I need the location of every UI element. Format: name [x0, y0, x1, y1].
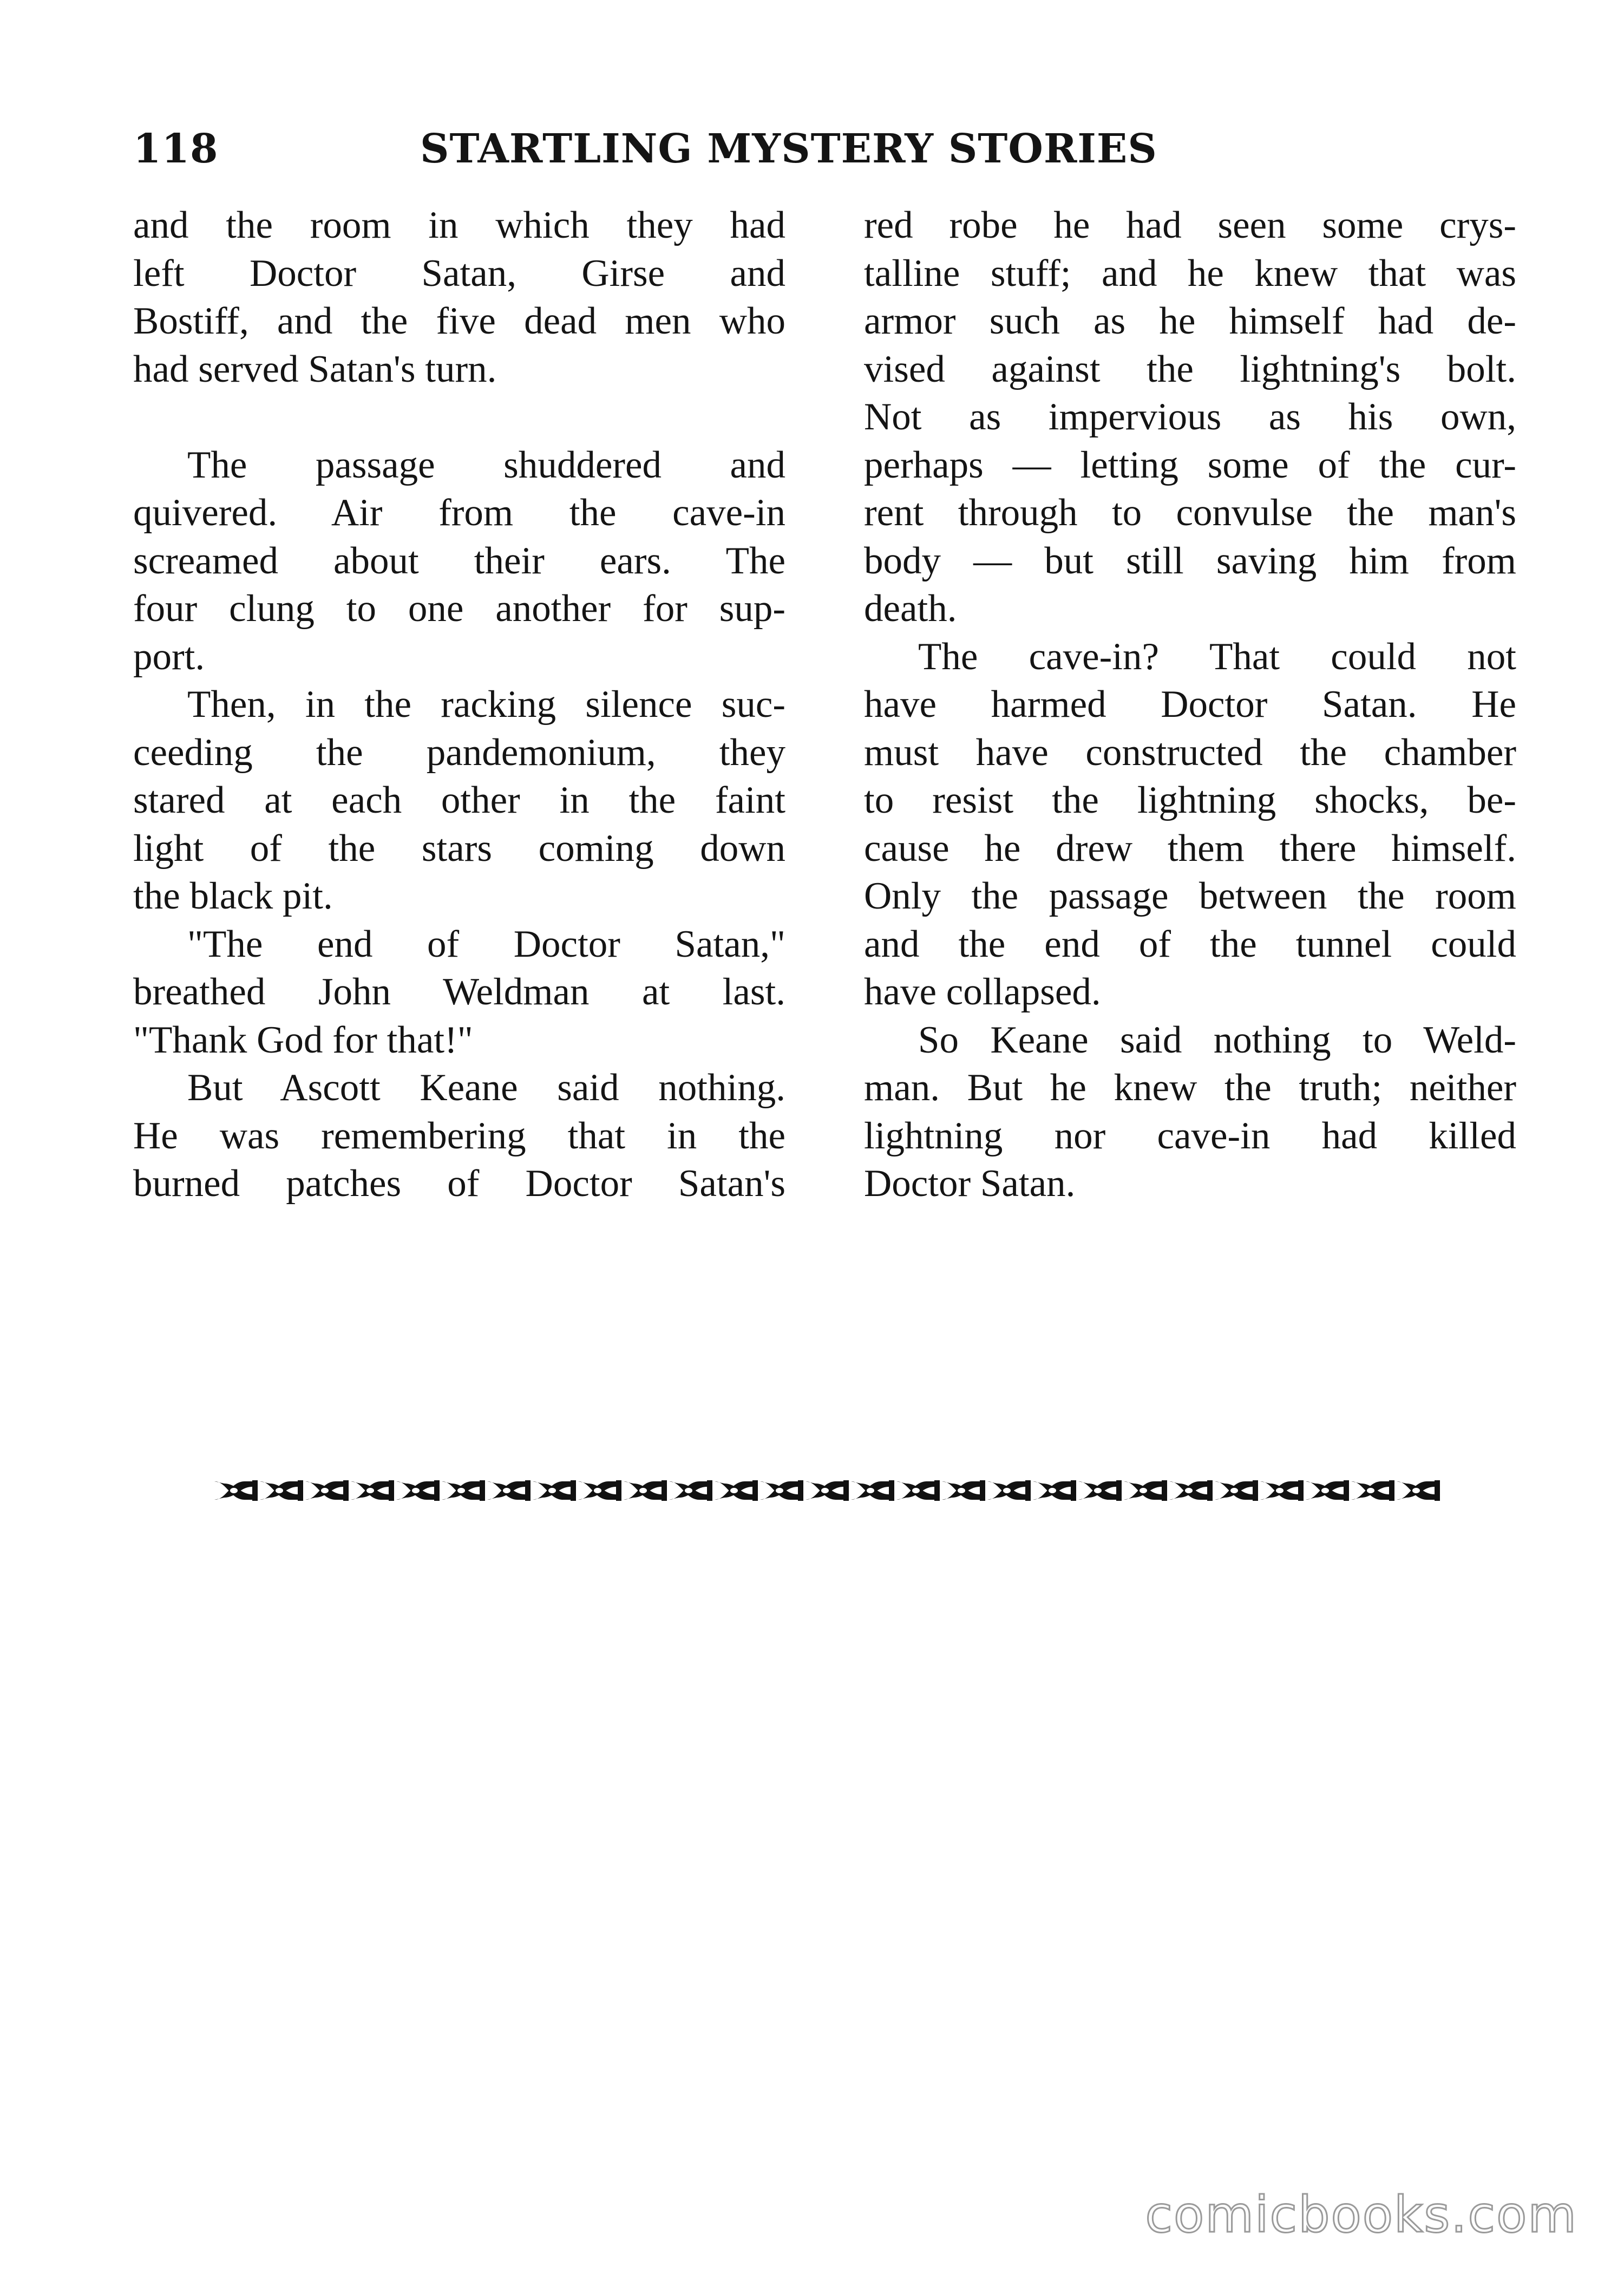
text-line: have harmed Doctor Satan. He [864, 683, 1516, 726]
text-line: cause he drew them there himself. [864, 827, 1516, 870]
text-line: lightning nor cave-in had killed [864, 1114, 1516, 1157]
braid-segment [760, 1480, 803, 1501]
text-line: body — but still saving him from [864, 539, 1516, 582]
text-line: vised against the lightning's bolt. [864, 348, 1516, 390]
text-line: have collapsed. [864, 971, 1101, 1013]
braid-segment [1306, 1480, 1349, 1501]
text-line: and the room in which they had [133, 204, 785, 246]
braid-segment [669, 1480, 712, 1501]
braid-segment [851, 1480, 894, 1501]
braid-segment [987, 1480, 1031, 1501]
right-text-column [864, 201, 1516, 1208]
braid-segment [487, 1480, 531, 1501]
braid-segment [1351, 1480, 1394, 1501]
braid-segment [396, 1480, 440, 1501]
text-line: breathed John Weldman at last. [133, 971, 785, 1013]
text-line: ceeding the pandemonium, they [133, 731, 785, 774]
text-line: and the end of the tunnel could [864, 923, 1516, 965]
text-line: four clung to one another for sup- [133, 587, 785, 630]
text-line: rent through to convulse the man's [864, 492, 1516, 534]
braid-segment [533, 1480, 576, 1501]
text-line: left Doctor Satan, Girse and [133, 252, 785, 295]
text-line: must have constructed the chamber [864, 731, 1516, 774]
text-line: Doctor Satan. [864, 1162, 1076, 1205]
section-break [133, 393, 785, 441]
braid-segment [214, 1480, 258, 1501]
text-line: quivered. Air from the cave-in [133, 492, 785, 534]
text-line: The passage shuddered and [187, 443, 785, 486]
text-line: stared at each other in the faint [133, 779, 785, 821]
text-line: armor such as he himself had de- [864, 300, 1516, 342]
braid-segment [942, 1480, 985, 1501]
text-line: He was remembering that in the [133, 1114, 785, 1157]
braid-segment [351, 1480, 394, 1501]
braid-segment [1397, 1480, 1440, 1501]
braid-segment [1033, 1480, 1076, 1501]
braid-segment [896, 1480, 940, 1501]
text-line: But Ascott Keane said nothing. [187, 1067, 785, 1109]
text-line: burned patches of Doctor Satan's [133, 1162, 785, 1205]
text-line: The cave-in? That could not [918, 635, 1516, 678]
braid-segment [305, 1480, 349, 1501]
text-line: man. But he knew the truth; neither [864, 1067, 1516, 1109]
braid-segment [806, 1480, 849, 1501]
text-line: So Keane said nothing to Weld- [918, 1018, 1516, 1061]
text-line: talline stuff; and he knew that was [864, 252, 1516, 295]
left-text-column [133, 201, 785, 1208]
text-line: Then, in the racking silence suc- [187, 683, 785, 726]
text-line: to resist the lightning shocks, be- [864, 779, 1516, 821]
braid-segment [1124, 1480, 1167, 1501]
decorative-braid-divider-icon [214, 1478, 1444, 1503]
braid-segment [442, 1480, 485, 1501]
braid-segment [624, 1480, 667, 1501]
text-line: Only the passage between the room [864, 875, 1516, 917]
braid-segment [1260, 1480, 1304, 1501]
text-line: perhaps — letting some of the cur- [864, 443, 1516, 486]
text-line: "Thank God for that!" [133, 1018, 473, 1061]
running-title: STARTLING MYSTERY STORIES [420, 126, 1157, 172]
braid-segment [578, 1480, 621, 1501]
text-line: light of the stars coming down [133, 827, 785, 870]
text-line: "The end of Doctor Satan," [187, 923, 785, 965]
braid-segment [1215, 1480, 1258, 1501]
text-line: the black pit. [133, 875, 333, 917]
text-line: screamed about their ears. The [133, 539, 785, 582]
page-number: 118 [133, 126, 219, 172]
watermark: comicbooks.com [1145, 2186, 1577, 2244]
braid-segment [260, 1480, 303, 1501]
text-line: red robe he had seen some crys- [864, 204, 1516, 246]
text-line: Not as impervious as his own, [864, 396, 1516, 438]
text-line: Bostiff, and the five dead men who [133, 300, 785, 342]
text-line: had served Satan's turn. [133, 348, 497, 390]
braid-segment [1169, 1480, 1213, 1501]
text-line: port. [133, 635, 205, 678]
text-line: death. [864, 587, 957, 630]
braid-segment [1078, 1480, 1122, 1501]
braid-segment [715, 1480, 758, 1501]
running-header [133, 126, 1232, 185]
